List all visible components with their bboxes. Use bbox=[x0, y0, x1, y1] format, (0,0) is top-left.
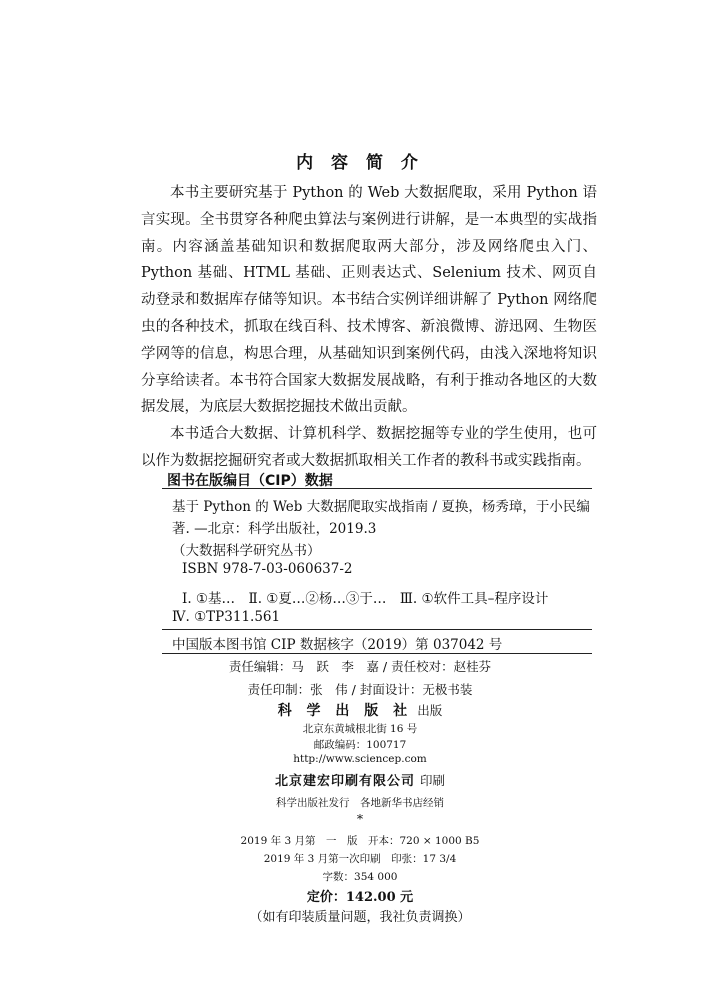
price: 定价：142.00 元 bbox=[306, 890, 414, 905]
cip-line-1: 基于 Python 的 Web 大数据爬取实战指南 / 夏换，杨秀璋，于小民编 bbox=[172, 499, 590, 515]
quality-notice: （如有印装质量问题，我社负责调换） bbox=[249, 910, 471, 925]
cip-classification-2: Ⅳ. ①TP311.561 bbox=[172, 609, 281, 625]
cip-line-2: 著. —北京：科学出版社，2019.3 bbox=[172, 521, 377, 537]
credits-editors: 责任编辑：马 跃 李 嘉 / 责任校对：赵桂芬 bbox=[228, 659, 492, 674]
publisher-address: 北京东黄城根北街 16 号 bbox=[302, 723, 418, 735]
publisher-postcode: 邮政编码：100717 bbox=[313, 739, 407, 751]
cip-divider-top bbox=[162, 488, 592, 489]
credits-production: 责任印制：张 伟 / 封面设计：无极书装 bbox=[247, 682, 473, 697]
publisher-action: 出版 bbox=[417, 703, 443, 718]
publisher-name: 科 学 出 版 社 bbox=[277, 703, 413, 719]
printer-action: 印刷 bbox=[420, 773, 446, 788]
cip-divider-middle bbox=[162, 629, 592, 630]
cip-isbn: ISBN 978-7-03-060637-2 bbox=[182, 561, 353, 577]
printer-name: 北京建宏印刷有限公司 bbox=[274, 774, 415, 789]
distribution-line: 科学出版社发行 各地新华书店经销 bbox=[276, 797, 444, 809]
publisher-website: http://www.sciencep.com bbox=[293, 753, 427, 765]
cip-heading: 图书在版编目（CIP）数据 bbox=[167, 473, 333, 489]
edition-line-2: 2019 年 3 月第一次印刷 印张：17 3/4 bbox=[263, 853, 457, 865]
cip-number: 中国版本图书馆 CIP 数据核字（2019）第 037042 号 bbox=[172, 637, 503, 653]
word-count: 字数：354 000 bbox=[322, 871, 398, 883]
abstract-text bbox=[141, 180, 597, 475]
page-title: 内 容 简 介 bbox=[296, 153, 424, 173]
cip-divider-bottom bbox=[162, 653, 592, 654]
printer-line bbox=[0, 770, 720, 789]
edition-line-1: 2019 年 3 月第 一 版 开本：720 × 1000 B5 bbox=[240, 835, 480, 847]
abstract-paragraph-1: 本书主要研究基于 Python 的 Web 大数据爬取，采用 Python 语言实现。全书贯穿各种爬虫算法与案例进行讲解，是一本典型的实战指南。内容涵盖基础知识和数据爬取两大部分，涉及网络爬虫入门、Python 基础、HTML 基础、正则表达式、Selenium 技术、网页自动登录和数据库存储等知识。本书结合实例详细讲解了 Python 网络爬虫的各种技术，抓取在线百科、技术博客、新浪微博、游迅网、生物医学网等的信息，构思合理，从基础知识到案例代码，由浅入深地将知识分享给读者。本书符合国家大数据发展战略，有利于推动各地区的大数据发展，为底层大数据挖掘技术做出贡献。 bbox=[141, 185, 597, 416]
publisher-line bbox=[0, 700, 720, 720]
cip-series: （大数据科学研究丛书） bbox=[172, 543, 321, 559]
separator-asterisk: * bbox=[356, 811, 364, 826]
cip-classification-1: Ⅰ. ①基… Ⅱ. ①夏…②杨…③于… Ⅲ. ①软件工具–程序设计 bbox=[182, 591, 549, 607]
abstract-paragraph-2: 本书适合大数据、计算机科学、数据挖掘等专业的学生使用，也可以作为数据挖掘研究者或大数据抓取相关工作者的教科书或实践指南。 bbox=[141, 426, 597, 469]
